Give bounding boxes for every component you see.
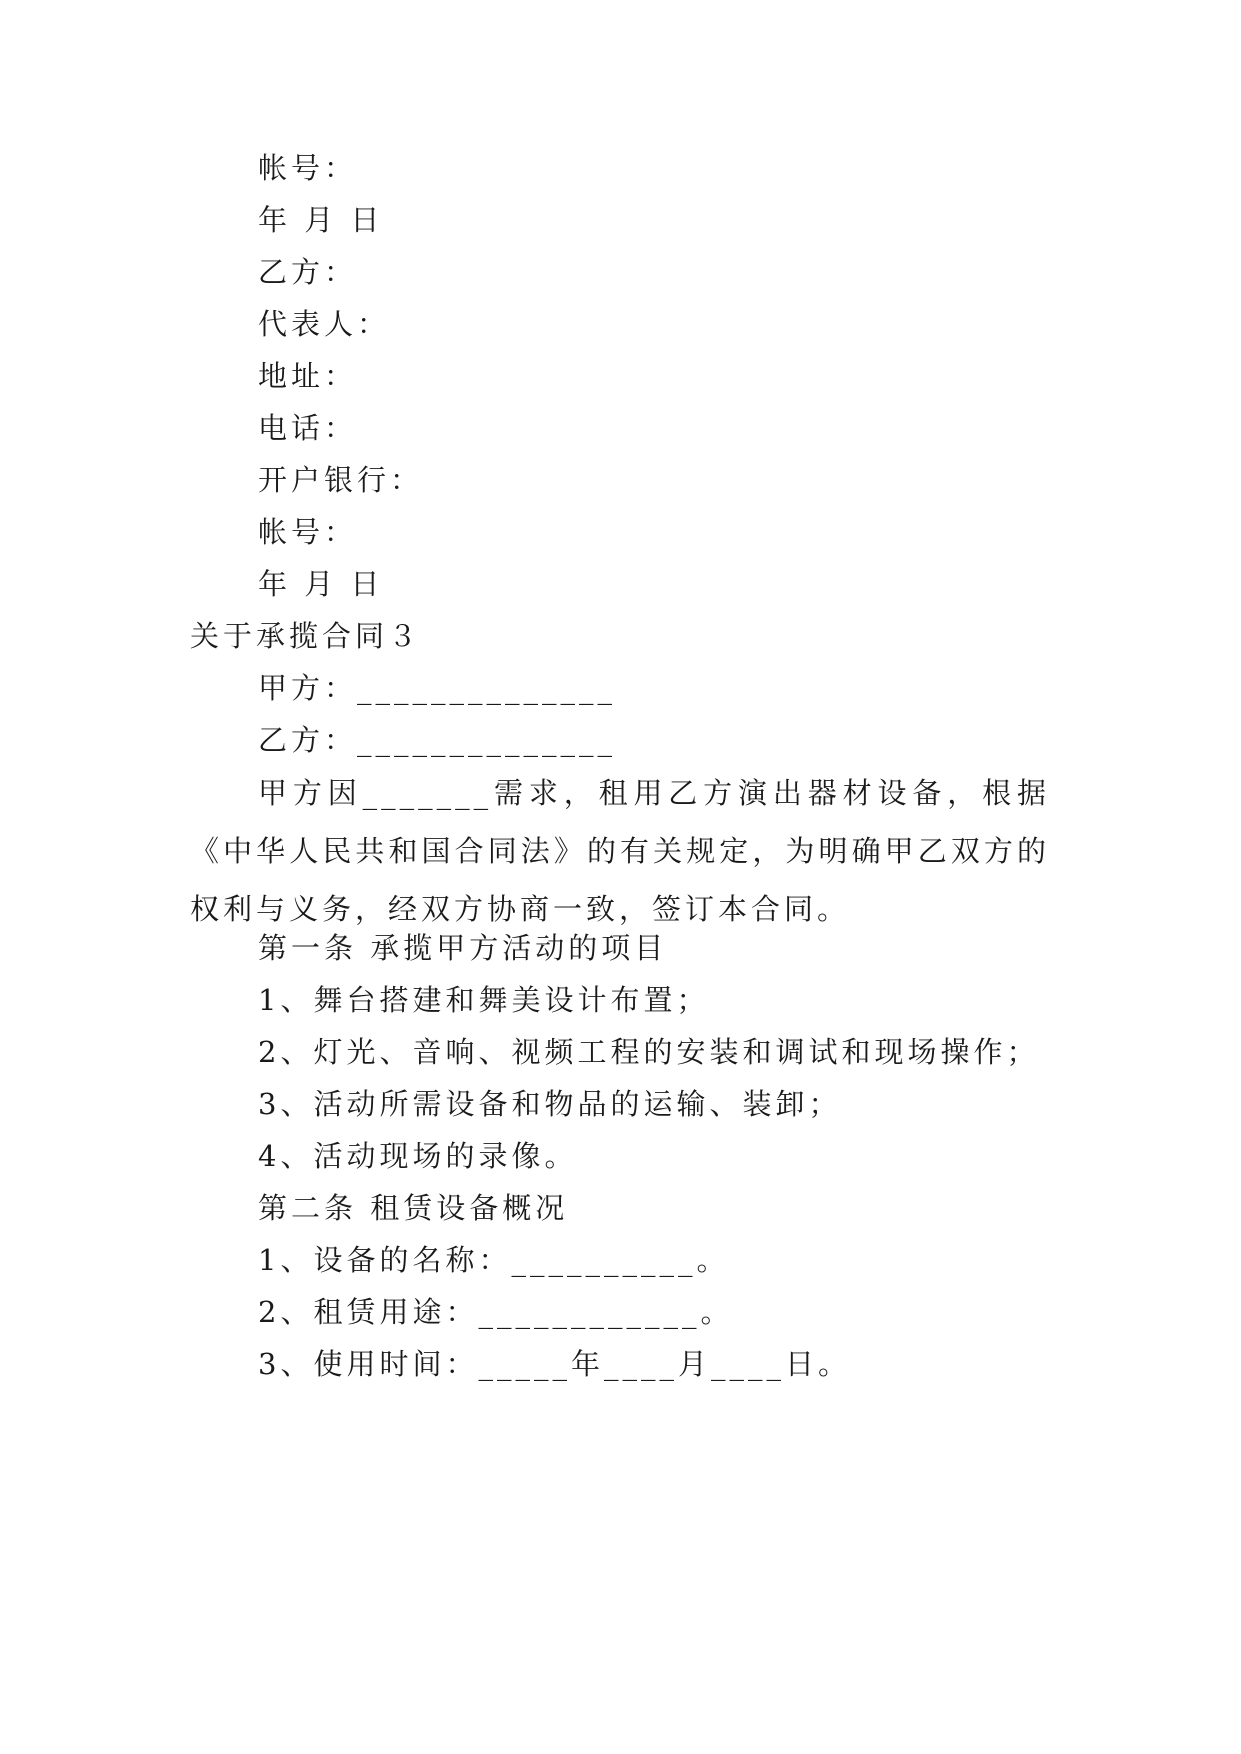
date-line-2: 年 月 日 — [258, 567, 384, 601]
account-number-label: 帐号： — [258, 151, 358, 185]
article-2-item: 3、使用时间：_____年____月____日。 — [258, 1347, 851, 1381]
article-1-item: 2、灯光、音响、视频工程的安装和调试和现场操作； — [258, 1035, 1040, 1069]
article-1-title: 第一条 承揽甲方活动的项目 — [258, 931, 668, 965]
article-1-item: 1、舞台搭建和舞美设计布置； — [258, 983, 710, 1017]
party-a-line: 甲方：______________ — [258, 671, 617, 705]
party-b-line: 乙方：______________ — [258, 723, 617, 757]
address-label: 地址： — [258, 359, 358, 393]
article-1-item: 4、活动现场的录像。 — [258, 1139, 578, 1173]
article-2-item: 2、租赁用途：____________。 — [258, 1295, 734, 1329]
intro-paragraph: 甲方因_______需求，租用乙方演出器材设备，根据《中华人民共和国合同法》的有关规定，为明确甲乙双方的权利与义务，经双方协商一致，签订本合同。 — [190, 776, 1050, 926]
account-number-label-2: 帐号： — [258, 515, 358, 549]
article-1-item: 3、活动所需设备和物品的运输、装卸； — [258, 1087, 842, 1121]
party-b-label: 乙方： — [258, 255, 358, 289]
date-line: 年 月 日 — [258, 203, 384, 237]
bank-label: 开户银行： — [258, 463, 424, 497]
phone-label: 电话： — [258, 411, 358, 445]
article-2-title: 第二条 租赁设备概况 — [258, 1191, 569, 1225]
section-title: 关于承揽合同３ — [190, 619, 422, 653]
article-2-item: 1、设备的名称：__________。 — [258, 1243, 730, 1277]
representative-label: 代表人： — [258, 307, 391, 341]
